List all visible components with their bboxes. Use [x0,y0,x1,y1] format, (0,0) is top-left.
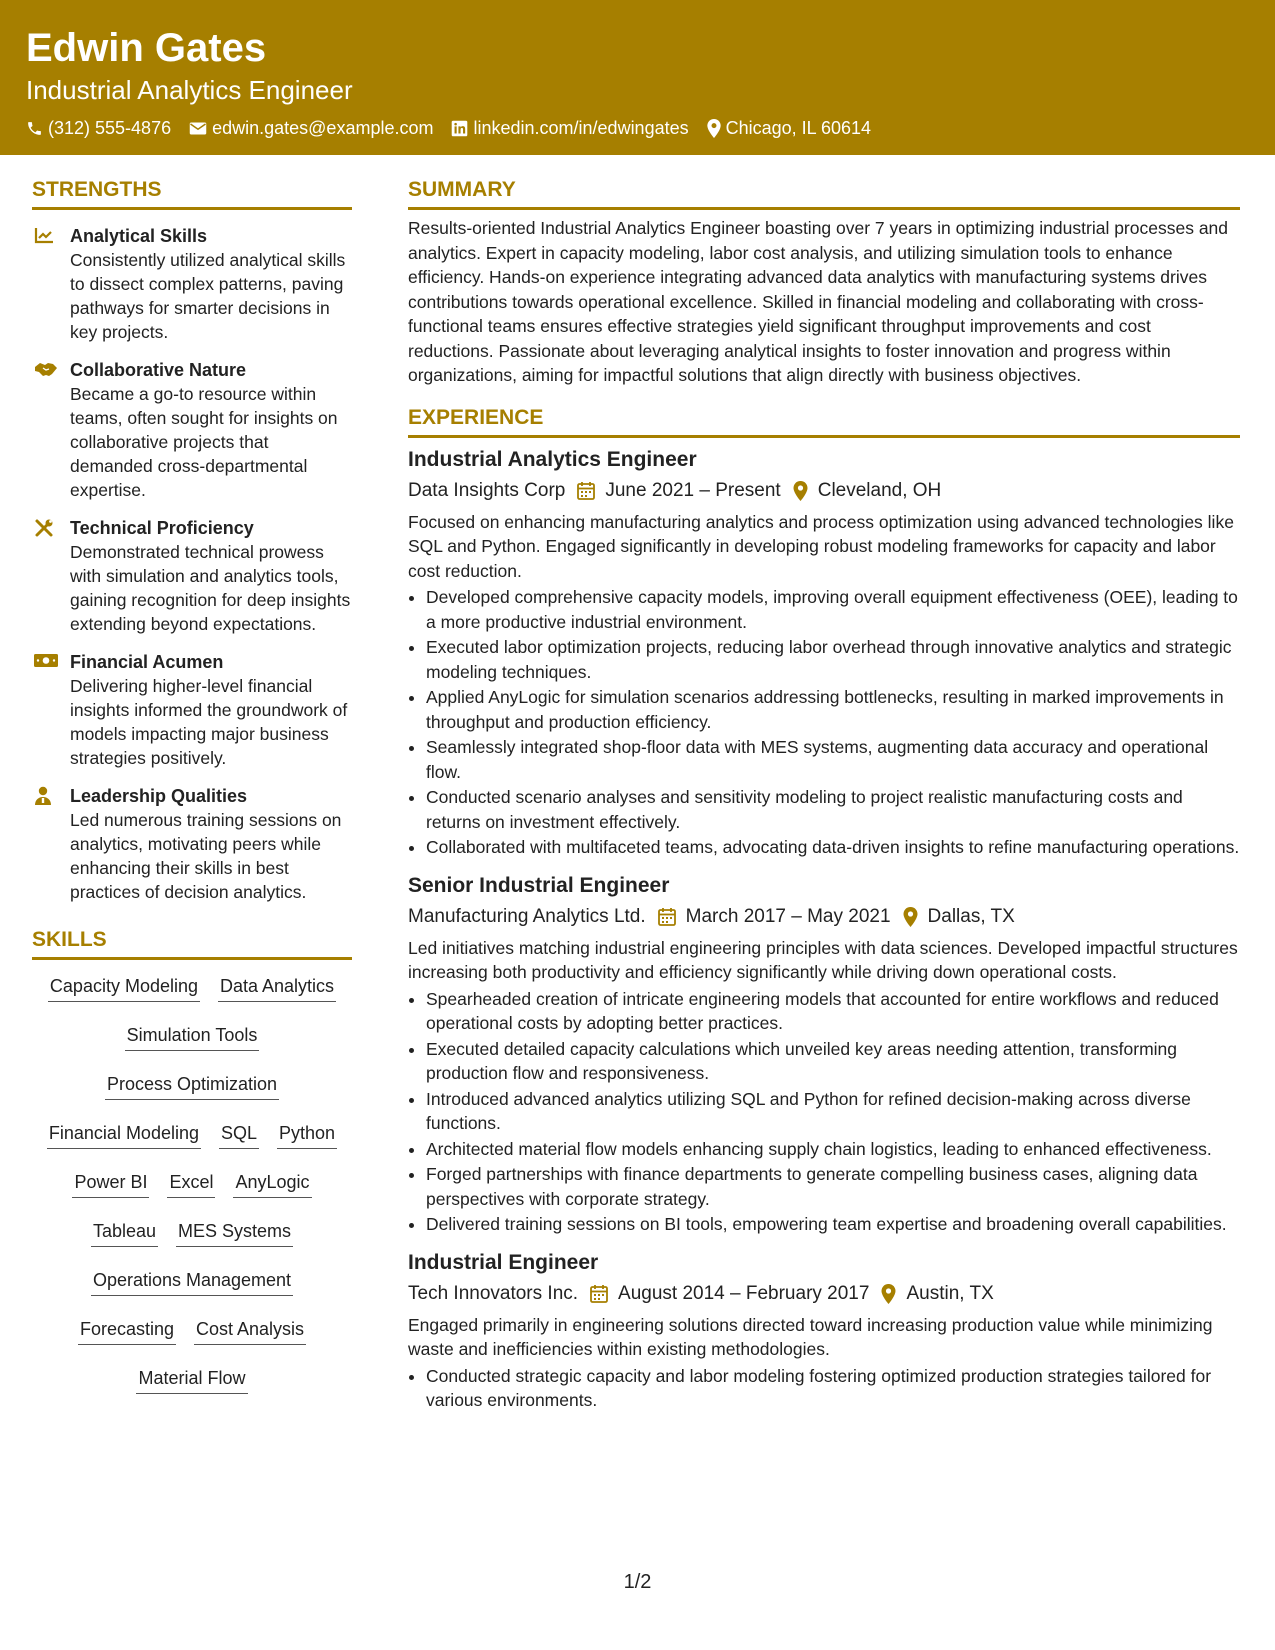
job-meta [408,477,1240,505]
skill-tag: Capacity Modeling [48,974,200,1002]
strength-desc: Demonstrated technical prowess with simulation and analytics tools, gaining recognition for deep insights extending beyond expectations. [70,542,351,634]
phone-icon [26,120,43,137]
job-dates: August 2014 – February 2017 [618,1282,870,1304]
skill-tag: Material Flow [136,1366,247,1394]
strength-item [32,358,352,502]
envelope-icon [189,121,207,136]
strength-title: Analytical Skills [70,226,208,246]
map-pin-icon [881,1284,896,1304]
job-title: Senior Industrial Engineer [408,873,670,897]
skill-row [32,1268,352,1296]
bullet-item: • Delivered training sessions on BI tools, empowering team expertise and broadening overall capabilities. [426,1212,1240,1237]
left-column [32,176,352,1415]
job-entry [408,872,1240,1237]
map-pin-icon [707,119,721,138]
handshake-icon [34,360,58,383]
job-description: Engaged primarily in engineering solutions directed toward increasing production value while minimizing waste and inefficiencies within existing methodologies. [408,1314,1213,1359]
bullet-item: • Developed comprehensive capacity models, improving overall equipment effectiveness (OEE), leading to a more productive industrial environment. [426,585,1240,634]
bullet-item: • Executed detailed capacity calculations which unveiled key areas needing attention, transforming production flow and responsiveness. [426,1037,1240,1086]
experience-heading: EXPERIENCE [408,404,1240,438]
skill-tag: Forecasting [78,1317,176,1345]
job-entry [408,1249,1240,1413]
strength-title: Collaborative Nature [70,360,247,380]
strength-title: Technical Proficiency [70,518,254,538]
bullet-item: • Architected material flow models enhancing supply chain logistics, leading to enhanced effectiveness. [426,1137,1240,1162]
skill-row [32,1121,352,1149]
email-text: edwin.gates@example.com [212,118,434,138]
skill-row [32,1219,352,1247]
job-dates: March 2017 – May 2021 [685,905,891,927]
job-location: Dallas, TX [927,905,1015,927]
money-icon [34,652,58,673]
job-bullets [408,987,1240,1237]
bullet-item: • Seamlessly integrated shop-floor data with MES systems, augmenting data accuracy and operational flow. [426,735,1240,784]
strength-item [32,224,352,344]
calendar-icon [590,1284,608,1303]
skill-row [32,1072,352,1100]
job-bullets [408,585,1240,860]
job-company: Tech Innovators Inc. [408,1282,579,1304]
job-dates: June 2021 – Present [605,479,781,501]
strength-item [32,516,352,636]
map-pin-icon [903,907,918,927]
contact-bar [26,116,889,140]
skill-tag: Power BI [72,1170,149,1198]
resume-header [0,0,1275,155]
linkedin-icon [451,120,468,137]
bullet-item: • Applied AnyLogic for simulation scenarios addressing bottlenecks, resulting in marked improvements in throughput and production efficiency. [426,685,1240,734]
strength-desc: Led numerous training sessions on analytics, motivating peers while enhancing their skills in best practices of decision analytics. [70,810,342,902]
contact-email[interactable] [189,116,433,140]
bullet-item: • Spearheaded creation of intricate engineering models that accounted for entire workflows and reduced operational costs by adopting better practices. [426,987,1240,1036]
strength-title: Leadership Qualities [70,786,248,806]
skill-tag: SQL [219,1121,259,1149]
strength-desc: Consistently utilized analytical skills to dissect complex patterns, paving pathways for smarter decisions in key projects. [70,250,346,342]
contact-linkedin[interactable] [451,116,688,140]
job-description: Focused on enhancing manufacturing analytics and process optimization using advanced technologies like SQL and Python. Engaged significantly in developing robust modeling frameworks for capacity and labor cost reduction. [408,511,1234,581]
bullet-item: • Executed labor optimization projects, reducing labor overhead through innovative analytics and strategic modeling techniques. [426,635,1240,684]
skill-tag: Process Optimization [105,1072,279,1100]
bullet-item: • Introduced advanced analytics utilizing SQL and Python for refined decision-making across diverse functions. [426,1087,1240,1136]
skill-row [32,1317,352,1345]
bullet-item: • Collaborated with multifaceted teams, advocating data-driven insights to refine manufacturing operations. [426,835,1240,860]
calendar-icon [577,481,595,500]
job-location: Austin, TX [906,1282,994,1304]
tools-icon [34,518,54,543]
skill-tag: Tableau [91,1219,158,1247]
strength-desc: Delivering higher-level financial insights informed the groundwork of models impacting major business strategies positively. [70,676,348,768]
skill-row [32,1023,352,1051]
location-text: Chicago, IL 60614 [725,118,872,138]
skill-row [32,1170,352,1198]
strengths-list [32,224,352,904]
skill-row [32,974,352,1002]
candidate-title: Industrial Analytics Engineer [26,75,353,105]
job-company: Manufacturing Analytics Ltd. [408,905,646,927]
bullet-item: • Forged partnerships with finance departments to generate compelling business cases, aligning data perspectives with corporate strategy. [426,1162,1240,1211]
job-title: Industrial Engineer [408,1250,599,1274]
job-company: Data Insights Corp [408,479,566,501]
skill-tag: Data Analytics [218,974,336,1002]
skills-heading: SKILLS [32,926,352,960]
candidate-name: Edwin Gates [26,26,267,70]
skill-tag: MES Systems [176,1219,293,1247]
map-pin-icon [793,481,808,501]
bullet-item: • Conducted strategic capacity and labor modeling fostering optimized production strategies tailored for various environments. [426,1364,1240,1413]
skill-tag: Excel [167,1170,215,1198]
phone-text: (312) 555-4876 [48,118,172,138]
strength-title: Financial Acumen [70,652,224,672]
skill-tag: Operations Management [91,1268,293,1296]
page-number: 1/2 [623,1571,652,1593]
linkedin-text: linkedin.com/in/edwingates [473,118,689,138]
job-meta [408,903,1240,931]
strength-desc: Became a go-to resource within teams, often sought for insights on collaborative projects that demanded cross-departmental expertise. [70,384,338,500]
skill-tag: Python [277,1121,337,1149]
right-column [408,176,1240,1414]
strengths-heading: STRENGTHS [32,176,352,210]
strength-item [32,784,352,904]
skills-list [32,974,352,1394]
skill-tag: Cost Analysis [194,1317,306,1345]
job-description: Led initiatives matching industrial engineering principles with data sciences. Developed impactful structures increasing both productivity and efficiency significantly while driving down operational costs. [408,937,1238,982]
skill-tag: Simulation Tools [125,1023,260,1051]
summary-heading: SUMMARY [408,176,1240,210]
skill-row [32,1366,352,1394]
skill-tag: Financial Modeling [47,1121,201,1149]
strength-item [32,650,352,770]
summary-text: Results-oriented Industrial Analytics Engineer boasting over 7 years in optimizing industrial processes and analytics. Expert in capacity modeling, labor cost analysis, and utilizing simulation tools to enhance efficiency. Hands-on experience integrating advanced data analytics with manufacturing systems drives contributions towards operational excellence. Skilled in financial modeling and collaborating with cross-functional teams ensures effective strategies yield significant throughput improvements and cost reductions. Passionate about leveraging analytical insights to foster innovation and progress within organizations, aiming for impactful solutions that align directly with business objectives. [408,218,1229,385]
leader-icon [34,786,52,811]
job-location: Cleveland, OH [817,479,942,501]
job-title: Industrial Analytics Engineer [408,447,697,471]
calendar-icon [658,907,676,926]
job-meta [408,1280,1240,1308]
contact-location [707,116,871,140]
bullet-item: • Conducted scenario analyses and sensitivity modeling to project realistic manufacturing costs and returns on investment effectively. [426,785,1240,834]
job-bullets [408,1364,1240,1413]
job-entry [408,446,1240,860]
skill-tag: AnyLogic [233,1170,311,1198]
contact-phone[interactable] [26,116,171,140]
chart-line-icon [34,226,54,249]
